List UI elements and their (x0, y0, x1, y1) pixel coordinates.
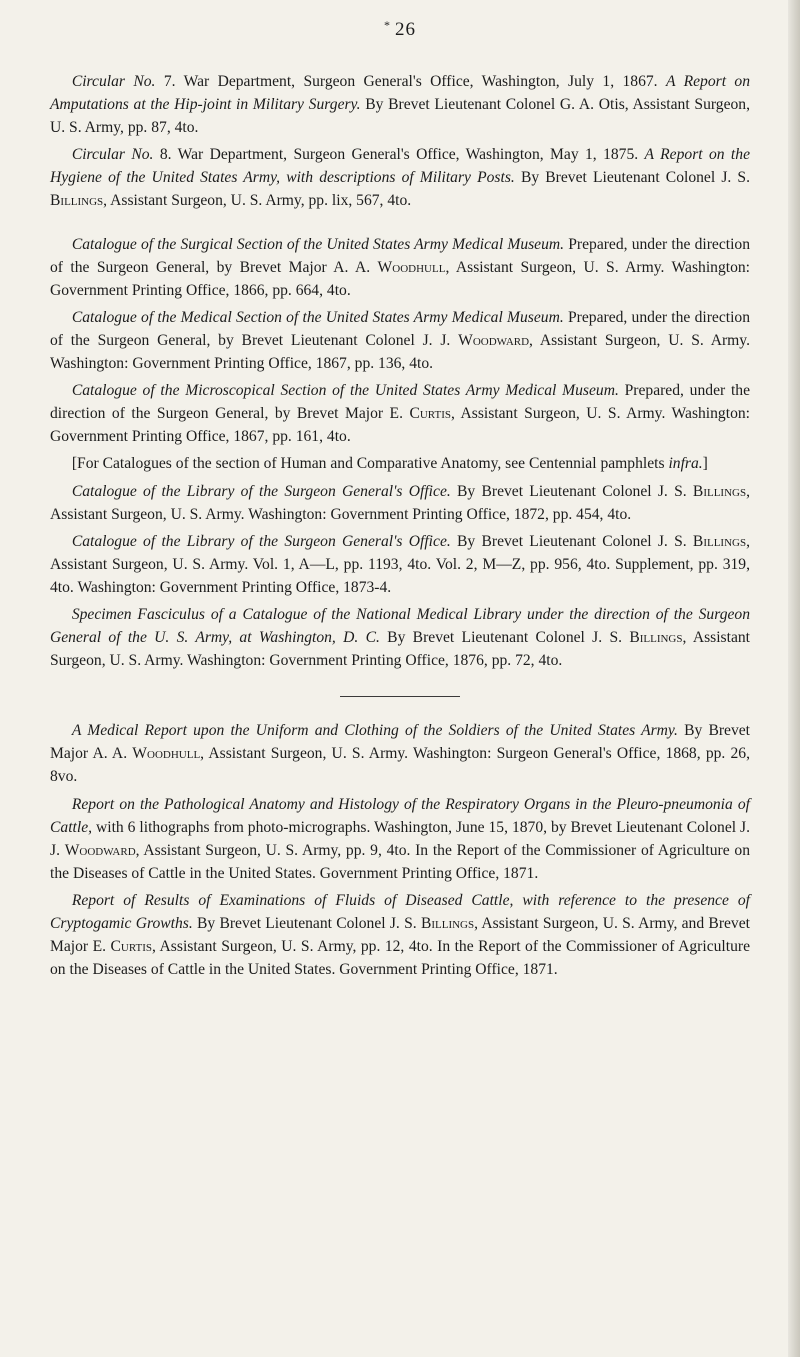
bibliography-entry-catalogue-microscopical (50, 379, 750, 448)
author-name: Billings (692, 482, 747, 500)
author-name: Woodward (64, 841, 136, 859)
bibliography-entry-catalogue-medical (50, 306, 750, 375)
entry-title-text: Report of Results of Examinations of Fluids of Diseased Cattle, with reference to the presence of Cryptogamic Growths. (50, 891, 750, 932)
entry-title-text: A Report on the Hygiene of the United States Army, with descriptions of Military Posts. (50, 146, 750, 187)
entry-text: Prepared, under the direction of the Surgeon General, by Brevet Major E. (50, 382, 750, 423)
page-marker: * (384, 18, 391, 32)
author-name: Billings (692, 532, 747, 550)
entry-text: , Assistant Surgeon, U. S. Army. Washington: Government Printing Office, 1876, pp. 72, 4to. (50, 629, 750, 670)
entry-text: Prepared, under the direction of the Surgeon General, by Brevet Lieutenant Colonel J. J. (50, 308, 751, 349)
entry-text: By Brevet Lieutenant Colonel J. S. (450, 532, 693, 550)
author-name: Curtis (409, 405, 451, 423)
entry-title-text: A Medical Report upon the Uniform and Clothing of the Soldiers of the United States Army. (71, 722, 678, 740)
entry-title-text: Catalogue of the Medical Section of the United States Army Medical Museum. (71, 308, 564, 326)
bibliography-entry-catalogue-surgical (50, 233, 750, 302)
entry-text: , Assistant Surgeon, U. S. Army, pp. lix, 567, 4to. (103, 192, 412, 210)
entry-title-text: Circular No. (71, 146, 154, 164)
entry-text: , Assistant Surgeon, U. S. Army, pp. 9, 4to. In the Report of the Commissioner of Agriculture on the Diseases of Cattle in the United States. Government Printing Office, 1871. (50, 841, 750, 882)
entry-text: , Assistant Surgeon, U. S. Army. Vol. 1, A—L, pp. 1193, 4to. Vol. 2, M—Z, pp. 956, 4to. Supplement, pp. 319, 4to. Washington: Government Printing Office, 1873-4. (50, 532, 750, 596)
entry-title-text: Catalogue of the Library of the Surgeon General's Office. (71, 532, 451, 550)
entry-text: By Brevet Lieutenant Colonel J. S. (192, 915, 421, 932)
bibliography-entry-catalogue-library-1 (50, 480, 750, 526)
entry-text: By Brevet Major A. A. (50, 722, 751, 763)
entry-title-text: Report on the Pathological Anatomy and Histology of the Respiratory Organs in the Pleuro-pneumonia of Cattle, (50, 795, 750, 836)
entry-title-text: A Report on Amputations at the Hip-joint in Military Surgery. (50, 73, 751, 114)
section-divider (340, 696, 460, 697)
author-name: Billings (420, 915, 475, 932)
bibliography-content (50, 70, 750, 981)
entry-text: ] (702, 455, 708, 473)
entry-text: , Assistant Surgeon, U. S. Army. Washington: Government Printing Office, 1866, pp. 664, 4to. (50, 258, 751, 299)
entry-text: [For Catalogues of the section of Human and Comparative Anatomy, see Centennial pamphlets (71, 455, 669, 473)
entry-title-text: Catalogue of the Surgical Section of the United States Army Medical Museum. (71, 235, 565, 253)
page-number (0, 18, 800, 41)
entry-text: , Assistant Surgeon, U. S. Army. Washington: Government Printing Office, 1867, pp. 136, 4to. (50, 331, 750, 373)
entry-text: Prepared, under the direction of the Surgeon General, by Brevet Major A. A. (50, 235, 751, 276)
entry-title-text: Specimen Fasciculus of a Catalogue of the National Medical Library under the direction of the Surgeon General of the U. S. Army, at Washington, D. C. (50, 605, 750, 647)
entry-text: 8. War Department, Surgeon General's Office, Washington, May 1, 1875. (153, 146, 645, 164)
author-name: Woodhull (377, 258, 446, 276)
bibliography-entry-catalogue-library-2 (50, 530, 750, 599)
bibliography-entry-catalogues-note (50, 452, 750, 475)
entry-title-text: Catalogue of the Library of the Surgeon General's Office. (71, 482, 451, 500)
author-name: Billings (629, 629, 683, 647)
bibliography-entry-report-fluids (50, 889, 750, 981)
page-binding-edge (788, 0, 800, 1357)
entry-text: By Brevet Lieutenant Colonel G. A. Otis, Assistant Surgeon, U. S. Army, pp. 87, 4to. (50, 96, 750, 137)
author-name: Woodward (458, 331, 530, 349)
author-name: Woodhull (132, 745, 201, 763)
entry-text: By Brevet Lieutenant Colonel J. S. (450, 482, 693, 500)
author-name: Billings (50, 192, 104, 210)
entry-text: , Assistant Surgeon, U. S. Army, and Brevet Major E. (50, 915, 750, 956)
entry-text: 7. War Department, Surgeon General's Office, Washington, July 1, 1867. (155, 73, 666, 90)
entry-text: , Assistant Surgeon, U. S. Army. Washington: Government Printing Office, 1872, pp. 454, 4to. (50, 482, 750, 523)
author-name: Curtis (110, 938, 153, 956)
page-number-value: 26 (395, 19, 416, 40)
entry-text: , Assistant Surgeon, U. S. Army. Washington: Government Printing Office, 1867, pp. 161, 4to. (50, 405, 750, 446)
bibliography-entry-specimen-fasciculus (50, 603, 750, 672)
entry-text: , Assistant Surgeon, U. S. Army. Washington: Surgeon General's Office, 1868, pp. 26, 8vo. (50, 745, 750, 786)
bibliography-entry-report-pleuro-pneumonia (50, 793, 750, 885)
bibliography-entry-medical-report-clothing (50, 719, 750, 788)
entry-text: By Brevet Lieutenant Colonel J. S. (514, 169, 751, 187)
entry-title-text: Circular No. (71, 73, 156, 90)
entry-text: with 6 lithographs from photo-micrographs. Washington, June 15, 1870, by Brevet Lieutenant Colonel J. J. (50, 818, 750, 859)
entry-text: By Brevet Lieutenant Colonel J. S. (379, 629, 630, 647)
entry-title-text: infra. (668, 455, 703, 473)
entry-text: , Assistant Surgeon, U. S. Army, pp. 12, 4to. In the Report of the Commissioner of Agriculture on the Diseases of Cattle in the United States. Government Printing Office, 1871. (50, 938, 750, 979)
bibliography-entry-circular-7 (50, 70, 750, 139)
entry-title-text: Catalogue of the Microscopical Section of the United States Army Medical Museum. (71, 382, 619, 400)
bibliography-entry-circular-8 (50, 143, 750, 212)
